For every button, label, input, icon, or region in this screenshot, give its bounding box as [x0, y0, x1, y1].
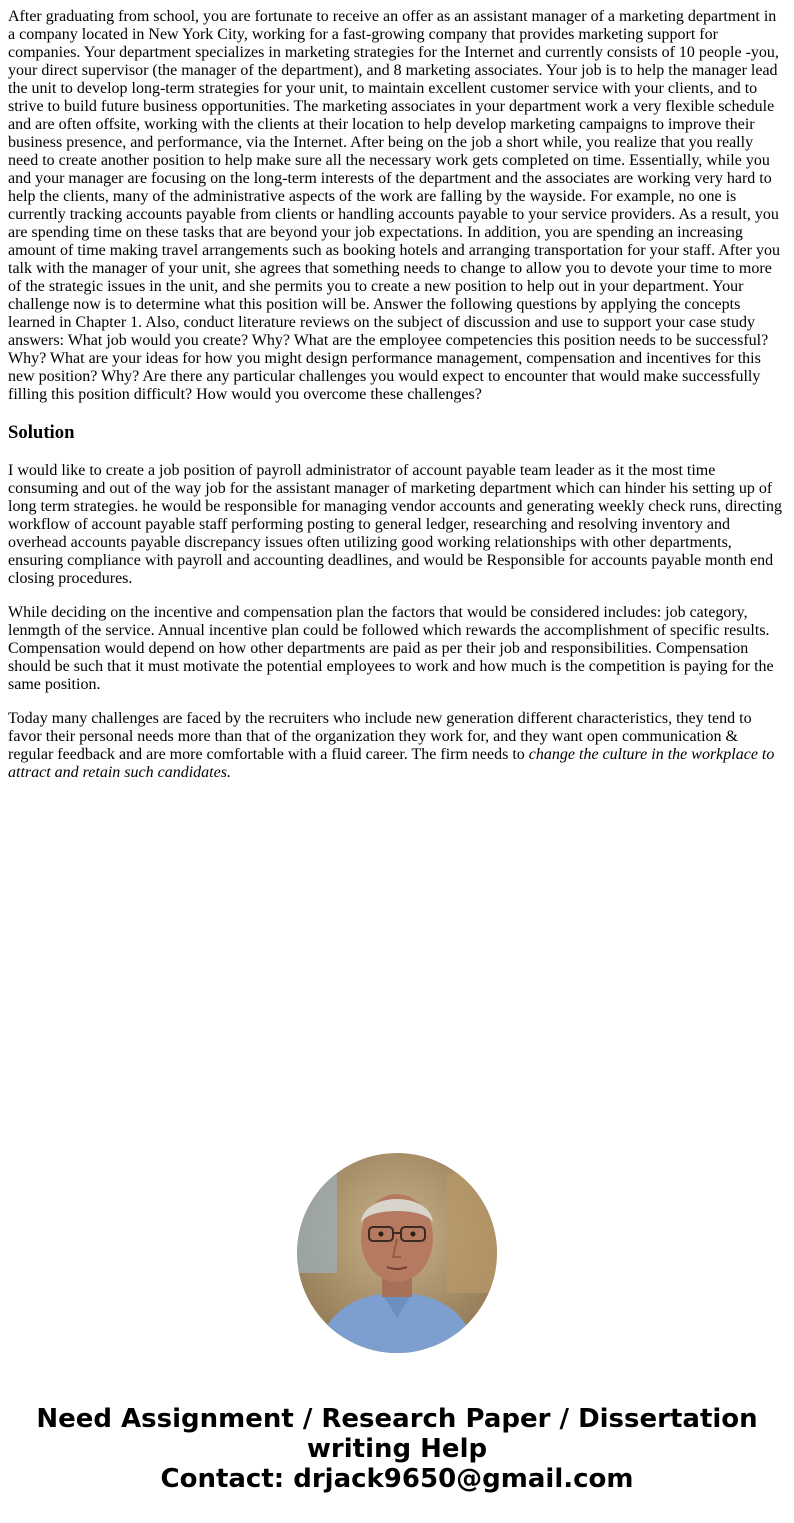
solution-paragraph-3-text: Today many challenges are faced by the recruiters who include new generation different characteristics, they tend to favor their personal needs more than that of the organization they work for, and they want open communication & regular feedback and are more comfortable with a fluid career. The firm needs to — [8, 710, 752, 763]
contact-banner — [0, 1404, 794, 1494]
solution-paragraph-3-emphasis: change the culture in the workplace to attract and retain such candidates. — [8, 746, 775, 781]
question-paragraph: After graduating from school, you are fortunate to receive an offer as an assistant manager of a marketing department in a company located in New York City, working for a fast-growing company that provides marketing support for companies. Your department specializes in marketing strategies for the Internet and currently consists of 10 people -you, your direct supervisor (the manager of the department), and 8 marketing associates. Your job is to help the manager lead the unit to develop long-term strategies for your unit, to maintain excellent customer service with your clients, and to strive to build future business opportunities. The marketing associates in your department work a very flexible schedule and are often offsite, working with the clients at their location to help develop marketing campaigns to improve their business presence, and performance, via the Internet. After being on the job a short while, you realize that you really need to create another position to help make sure all the necessary work gets completed on time. Essentially, while you and your manager are focusing on the long-term interests of the department and the associates are working very hard to help the clients, many of the administrative aspects of the work are falling by the wayside. For example, no one is currently tracking accounts payable from clients or handling accounts payable to your service providers. As a result, you are spending time on these tasks that are beyond your job expectations. In addition, you are spending an increasing amount of time making travel arrangements such as booking hotels and arranging transportation for your staff. After you talk with the manager of your unit, she agrees that something needs to change to allow you to devote your time to more of the strategic issues in the unit, and she permits you to create a new position to help out in your department. Your challenge now is to determine what this position will be. Answer the following questions by applying the concepts learned in Chapter 1. Also, conduct literature reviews on the subject of discussion and use to support your case study answers: What job would you create? Why? What are the employee competencies this position needs to be successful? Why? What are your ideas for how you might design performance management, compensation and incentives for this new position? Why? Are there any particular challenges you would expect to encounter that would make successfully filling this position difficult? How would you overcome these challenges? — [8, 8, 780, 403]
solution-heading: Solution — [8, 422, 75, 443]
solution-paragraph-3 — [8, 710, 786, 782]
contact-banner-email: Contact: drjack9650@gmail.com — [160, 1464, 634, 1494]
article-content — [8, 0, 786, 798]
solution-paragraph-2: While deciding on the incentive and compensation plan the factors that would be considered includes: job category, lenmgth of the service. Annual incentive plan could be followed which rewards the accomplishment of specific results. Compensation would depend on how other departments are paid as per their job and responsibilities. Compensation should be such that it must motivate the potential employees to work and how much is the competition is paying for the same position. — [8, 604, 774, 693]
contact-banner-headline: Need Assignment / Research Paper / Dissertation writing Help — [36, 1404, 758, 1464]
author-avatar — [297, 1153, 497, 1353]
solution-paragraph-1: I would like to create a job position of payroll administrator of account payable team leader as it the most time consuming and out of the way job for the assistant manager of marketing department which can hinder his setting up of long term strategies. he would be responsible for managing vendor accounts and generating weekly check runs, directing workflow of account payable staff performing posting to general ledger, researching and resolving inventory and overhead accounts payable discrepancy issues often utilizing good working relationships with other departments, ensuring compliance with payroll and accounting deadlines, and would be Responsible for accounts payable month end closing procedures. — [8, 462, 782, 587]
author-portrait-image — [297, 1153, 497, 1353]
